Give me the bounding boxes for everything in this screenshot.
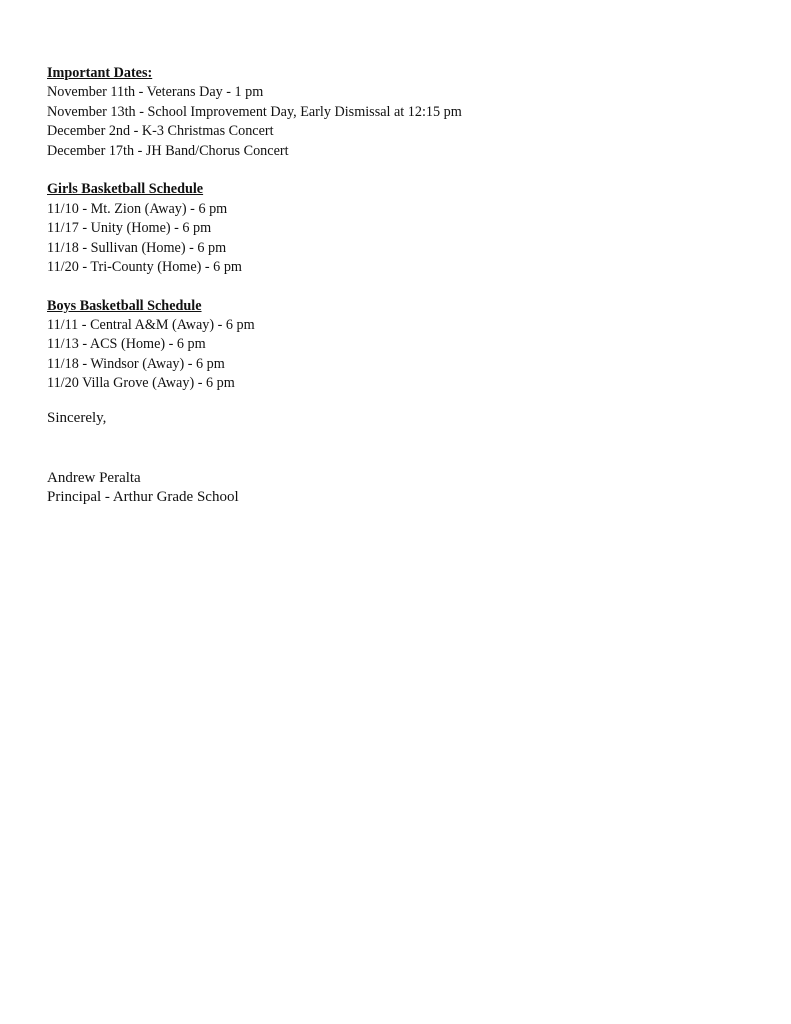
boys-game-item: 11/13 - ACS (Home) - 6 pm (47, 336, 206, 353)
signer-title: Principal - Arthur Grade School (47, 488, 239, 505)
signer-name: Andrew Peralta (47, 469, 141, 486)
boys-game-item: 11/11 - Central A&M (Away) - 6 pm (47, 317, 255, 334)
closing-spacer (47, 394, 747, 409)
closing-section (47, 409, 747, 507)
girls-game-item: 11/10 - Mt. Zion (Away) - 6 pm (47, 200, 228, 217)
boys-game-item: 11/20 Villa Grove (Away) - 6 pm (47, 375, 235, 392)
boys-game-item: 11/18 - Windsor (Away) - 6 pm (47, 355, 225, 372)
section-spacer (47, 277, 747, 296)
girls-game-item: 11/17 - Unity (Home) - 6 pm (47, 220, 212, 237)
girls-schedule-section (47, 180, 747, 277)
salutation: Sincerely, (47, 409, 107, 426)
boys-schedule-heading: Boys Basketball Schedule (47, 297, 202, 314)
important-date-item: November 13th - School Improvement Day, Early Dismissal at 12:15 pm (47, 103, 462, 120)
important-dates-section (47, 64, 747, 161)
signature-spacer (47, 428, 747, 469)
important-date-item: November 11th - Veterans Day - 1 pm (47, 84, 264, 101)
important-date-item: December 17th - JH Band/Chorus Concert (47, 142, 289, 159)
girls-schedule-heading: Girls Basketball Schedule (47, 181, 204, 198)
girls-game-item: 11/20 - Tri-County (Home) - 6 pm (47, 258, 242, 275)
section-spacer (47, 161, 747, 180)
girls-game-item: 11/18 - Sullivan (Home) - 6 pm (47, 239, 227, 256)
document-page (47, 64, 747, 507)
important-dates-heading: Important Dates: (47, 65, 153, 81)
boys-schedule-section (47, 297, 747, 394)
important-date-item: December 2nd - K-3 Christmas Concert (47, 123, 274, 140)
